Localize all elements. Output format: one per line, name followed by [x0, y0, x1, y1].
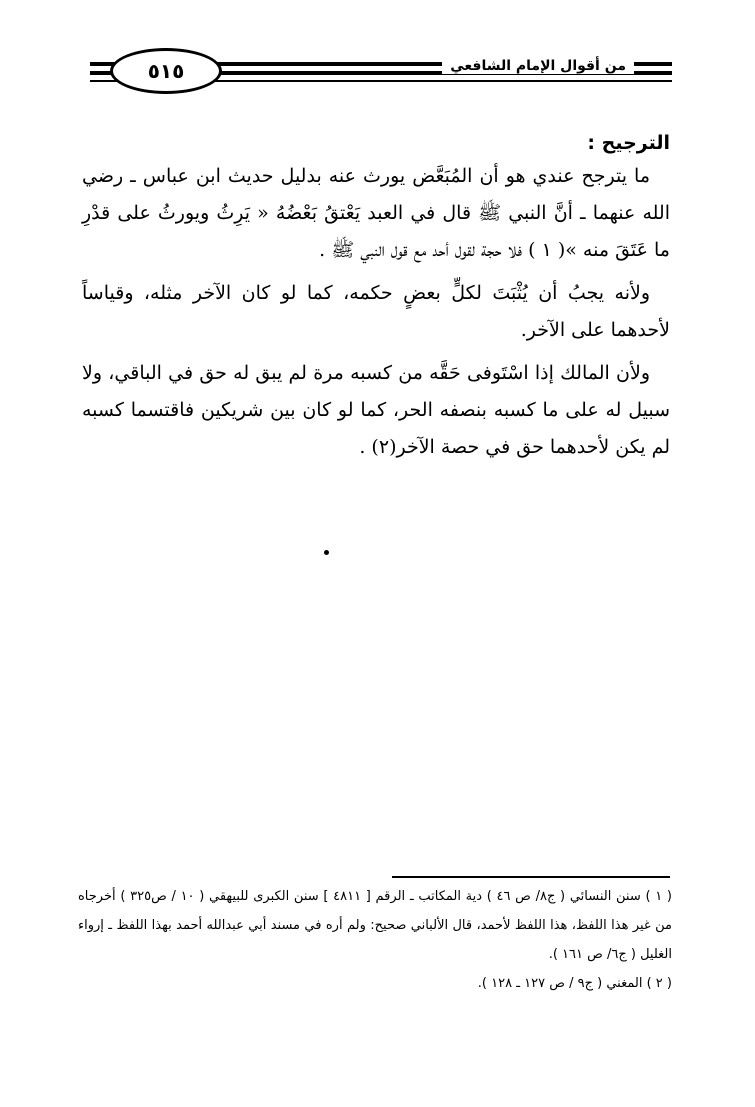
section-heading: الترجيح : — [587, 132, 670, 154]
running-title: من أقوال الإمام الشافعي — [442, 58, 634, 74]
main-text — [82, 128, 670, 472]
paragraph: ولأن المالك إذا اسْتَوفى حَقَّه من كسبه مرة لم يبق له حق في الباقي، ولا سبيل له على ما كسبه بنصفه الحر، كما لو كان بين شريكين فاقتسما كسبه لم يكن لأحدهما حق في حصة الآخر(٢) . — [82, 362, 670, 458]
header-rule-cap — [642, 62, 672, 82]
footnotes — [78, 882, 672, 998]
page-header — [90, 44, 672, 100]
footnote: ( ٢ ) المغني ( ج٩ / ص ١٢٧ ـ ١٢٨ ). — [477, 976, 672, 991]
footnote: ( ١ ) سنن النسائي ( ج٨/ ص ٤٦ ) دية المكاتب ـ الرقم [ ٤٨١١ ] سنن الكبرى للبيهقي ( ١٠ / ص٣٢٥ ) أخرجاه من غير هذا اللفظ، هذا اللفظ لأحمد، قال الألباني صحيح: ولم أره في مسند أبي عبدالله أحمد بهذا اللفظ ـ إرواء الغليل ( ج٦/ ص ١٦١ ). — [78, 889, 672, 962]
paragraph: ما يترجح عندي هو أن المُبَعَّض يورث عنه بدليل حديث ابن عباس ـ رضي الله عنهما ـ أنَّ النبي ﷺ قال في العبد يَعْتقُ بَعْضُهُ « يَرِثُ ويورثُ على قدْرِ ما عَتَقَ منه »( ١ ) فلا حجة لقول أحد مع قول النبي ﷺ . — [82, 165, 670, 261]
paragraph: ولأنه يجبُ أن يُثْبَتَ لكلٍّ بعضٍ حكمه، كما لو كان الآخر مثله، وقياساً لأحدهما على الآخر. — [82, 282, 670, 341]
stray-mark — [324, 550, 329, 555]
page-number: ٥١٥ — [110, 48, 222, 94]
footnote-separator — [392, 876, 670, 878]
